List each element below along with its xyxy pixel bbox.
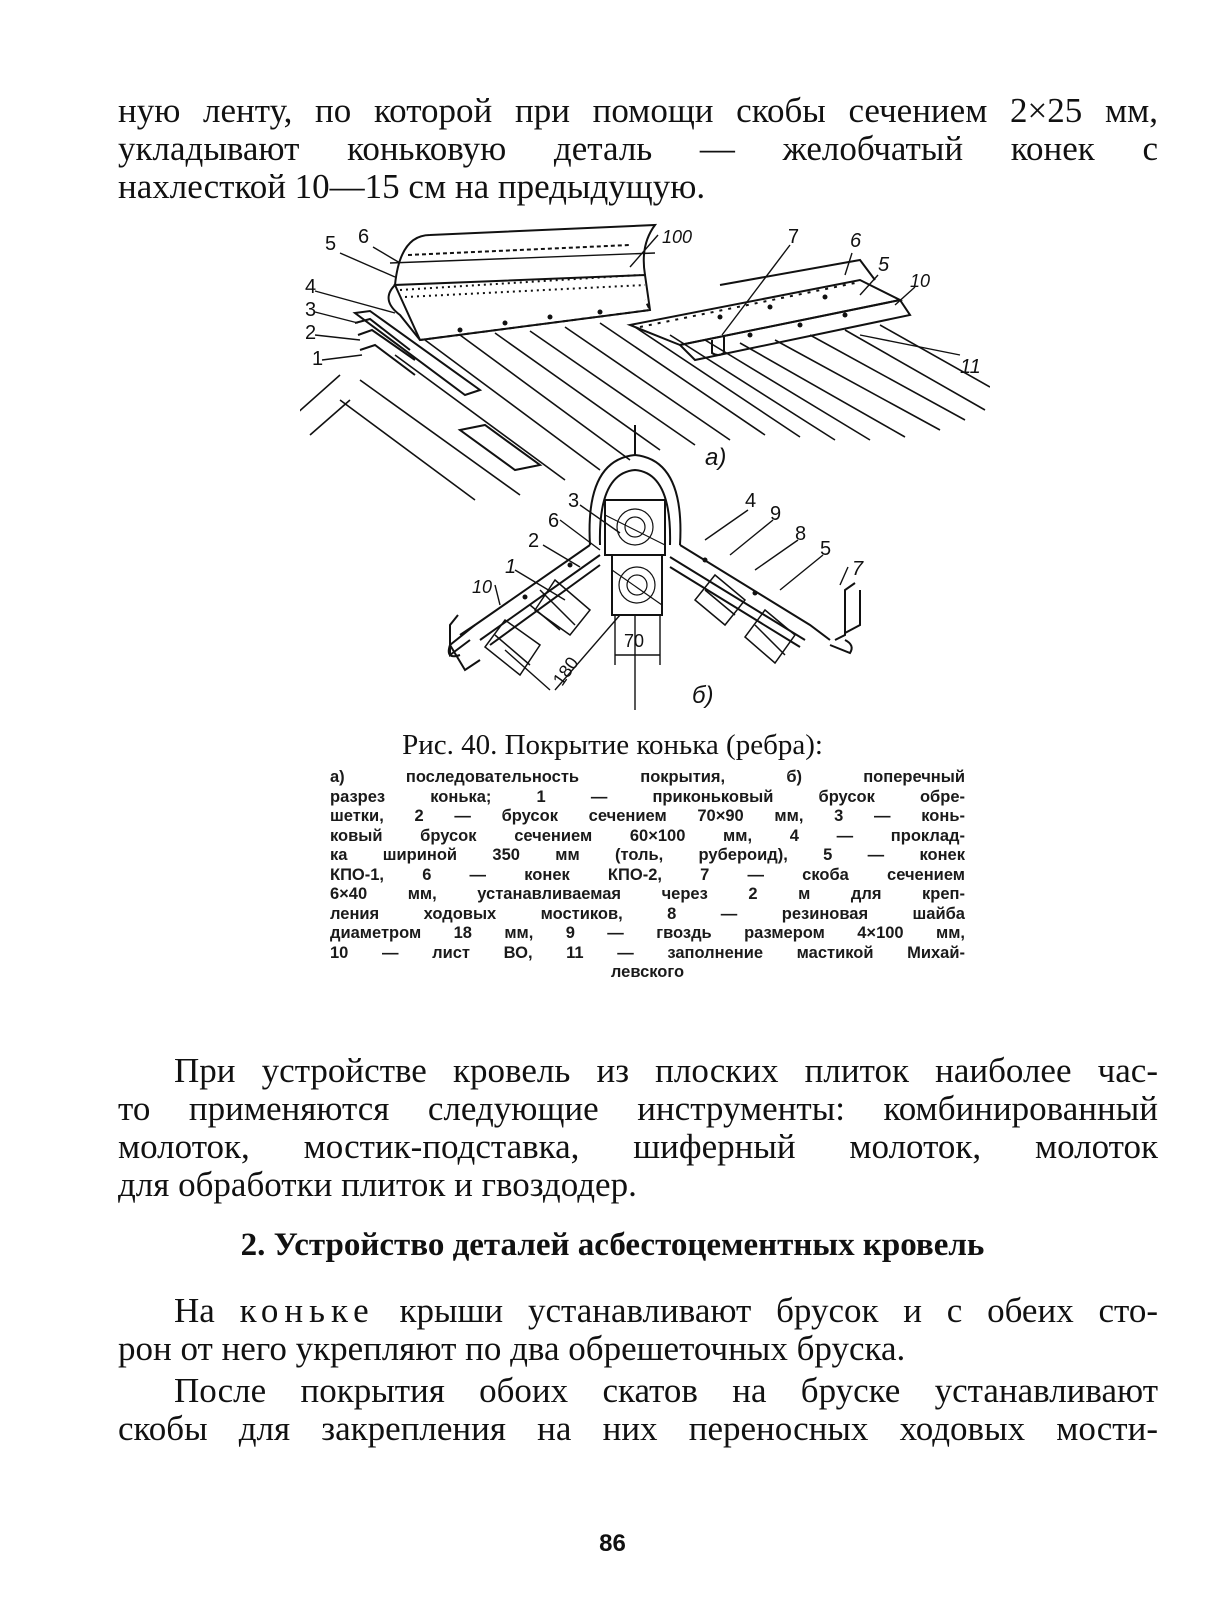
caption-line: шетки, 2 — брусок сечением 70×90 мм, 3 — конь- xyxy=(330,807,965,825)
callout-label: 10 xyxy=(910,271,931,291)
callout-label: 6 xyxy=(358,226,370,248)
callout-label: 6 xyxy=(850,230,862,252)
callout-label: 3 xyxy=(305,299,317,321)
figure-label-b: б) xyxy=(692,682,714,709)
callout-label: 2 xyxy=(305,322,317,344)
caption-line: ка шириной 350 мм (толь, рубероид), 5 — конек xyxy=(330,846,965,864)
paragraph-top xyxy=(118,92,1158,206)
text-fragment: крыши устанавливают брусок и с обеих сто- xyxy=(374,1291,1159,1330)
section-heading: 2. Устройство деталей асбестоцементных кровель xyxy=(240,1227,985,1263)
callout-label: 100 xyxy=(662,227,693,247)
text-line: При устройстве кровель из плоских плиток наиболее час- xyxy=(174,1051,1158,1090)
callout-label: 4 xyxy=(305,276,317,298)
text-fragment: На xyxy=(174,1291,240,1330)
text-line: то применяются следующие инструменты: комбинированный xyxy=(118,1089,1158,1128)
page-number: 86 xyxy=(599,1530,626,1557)
callout-label: 2 xyxy=(528,530,540,552)
text-line xyxy=(118,1292,1158,1330)
caption-line: 10 — лист ВО, 11 — заполнение мастикой Михай- xyxy=(330,943,965,962)
text-line: рон от него укрепляют по два обрешеточных бруска. xyxy=(118,1329,906,1368)
callout-label: 8 xyxy=(795,523,807,545)
text-line: ную ленту, по которой при помощи скобы сечением 2×25 мм, xyxy=(118,91,1158,130)
callout-label: 3 xyxy=(568,490,580,512)
callout-label: 7 xyxy=(852,558,864,580)
callout-label: 5 xyxy=(820,538,832,560)
dimension-label: 180 xyxy=(548,653,583,690)
callout-label: 6 xyxy=(548,510,560,532)
text-line: После покрытия обоих скатов на бруске устанавливают xyxy=(174,1371,1158,1410)
caption-line: ления ходовых мостиков, 8 — резиновая шайба xyxy=(330,904,965,923)
callouts-b xyxy=(472,490,864,709)
callout-label: 1 xyxy=(312,348,324,370)
caption-line: ковый брусок сечением 60×100 мм, 4 — проклад- xyxy=(330,826,965,845)
text-line: нахлесткой 10—15 см на предыдущую. xyxy=(118,167,706,206)
text-line: укладывают коньковую деталь — желобчатый конек с xyxy=(118,129,1158,168)
roof-ridge-figure xyxy=(300,215,990,715)
paragraph-tools xyxy=(118,1052,1158,1204)
paragraph-after xyxy=(118,1372,1158,1448)
text-line: скобы для закрепления на них переносных ходовых мости- xyxy=(118,1409,1158,1448)
callout-label: 11 xyxy=(960,356,981,378)
dimension-label: 70 xyxy=(624,631,645,651)
caption-line: разрез конька; 1 — приконьковый брусок обре- xyxy=(330,787,965,806)
callout-label: 5 xyxy=(325,233,337,255)
figure-label-a: а) xyxy=(705,444,727,471)
text-line: молоток, мостик-подставка, шиферный молоток, молоток xyxy=(118,1127,1158,1166)
caption-line: КПО-1, 6 — конек КПО-2, 7 — скоба сечением xyxy=(330,865,965,884)
caption-line: диаметром 18 мм, 9 — гвоздь размером 4×100 мм, xyxy=(330,924,965,942)
caption-line: 6×40 мм, устанавливаемая через 2 м для креп- xyxy=(330,885,965,903)
caption-line: левского xyxy=(610,963,685,981)
callout-label: 9 xyxy=(770,503,782,525)
figure-caption-body xyxy=(330,768,965,983)
figure-caption-title: Рис. 40. Покрытие конька (ребра): xyxy=(402,729,823,761)
caption-line: а) последовательность покрытия, б) поперечный xyxy=(330,768,965,786)
emphasized-word: коньке xyxy=(239,1291,375,1330)
callout-label: 5 xyxy=(878,254,890,276)
callout-label: 7 xyxy=(788,226,800,248)
callout-label: 1 xyxy=(505,556,517,578)
paragraph-ridge xyxy=(118,1292,1158,1368)
callout-label: 10 xyxy=(472,577,493,597)
callout-label: 4 xyxy=(745,490,757,512)
text-line: для обработки плиток и гвоздодер. xyxy=(118,1165,637,1204)
